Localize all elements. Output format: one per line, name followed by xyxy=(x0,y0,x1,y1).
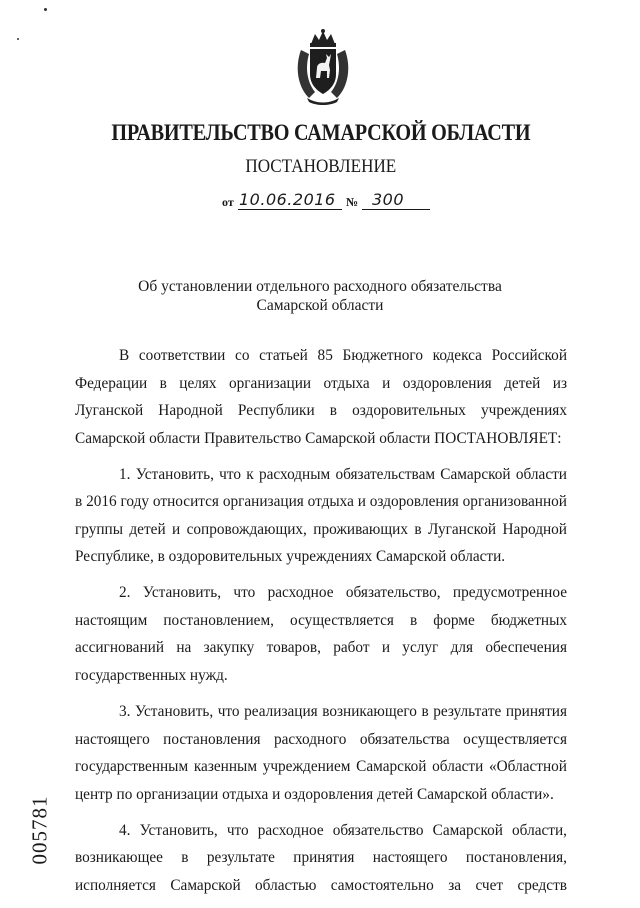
body-line: группы детей и сопровождающих, проживающих в Луганской Народной xyxy=(75,520,567,538)
body-line: 4. Установить, что расходное обязательство Самарской области, xyxy=(119,821,567,839)
stamp-number: 005781 xyxy=(27,795,52,865)
body-line: 3. Установить, что реализация возникающего в результате принятия xyxy=(119,703,567,721)
coat-of-arms-icon xyxy=(293,28,353,106)
body-line: настоящего постановления расходного обязательства осуществляется xyxy=(75,730,567,748)
organization-title: ПРАВИТЕЛЬСТВО САМАРСКОЙ ОБЛАСТИ xyxy=(111,120,531,146)
body-line: настоящим постановлением, осуществляется в форме бюджетных xyxy=(75,611,567,629)
body-line: В соответствии со статьей 85 Бюджетного кодекса Российской xyxy=(119,347,567,364)
paragraph-preamble xyxy=(75,342,567,452)
body-line: исполняется Самарской областью самостоятельно за счет средств xyxy=(75,876,567,894)
date-value: 10.06.2016 xyxy=(239,190,336,209)
number-underline xyxy=(362,209,430,210)
paragraph-item-2 xyxy=(75,579,567,689)
body-line: Республике, в оздоровительных учреждениях Самарской области. xyxy=(75,548,506,566)
scan-speck xyxy=(17,38,19,40)
paragraph-item-1 xyxy=(75,461,567,571)
document-subject xyxy=(100,277,540,315)
body-line: возникающее в результате принятия настоящего постановления, xyxy=(75,849,567,867)
body-line: государственных нужд. xyxy=(75,666,228,684)
registration-stamp xyxy=(22,780,58,880)
subject-line: Самарской области xyxy=(256,297,384,314)
document-type: ПОСТАНОВЛЕНИЕ xyxy=(245,156,397,177)
body-line: Самарской области Правительство Самарской области ПОСТАНОВЛЯЕТ: xyxy=(75,429,562,447)
body-line: в 2016 году относится организация отдыха и оздоровления организованной xyxy=(75,493,567,511)
number-value: 300 xyxy=(372,190,405,209)
subject-line: Об установлении отдельного расходного обязательства xyxy=(138,278,502,295)
body-line: 2. Установить, что расходное обязательство, предусмотренное xyxy=(119,584,567,602)
date-number-line xyxy=(222,190,442,214)
body-line: Федерации в целях организации отдыха и оздоровления детей из xyxy=(75,374,567,392)
date-underline xyxy=(238,209,342,210)
scan-speck xyxy=(44,8,47,11)
number-prefix: № xyxy=(346,195,359,209)
body-line: ассигнований на закупку товаров, работ и услуг для обеспечения xyxy=(75,639,567,657)
body-line: центр по организации отдыха и оздоровления детей Самарской области». xyxy=(75,785,554,803)
body-line: 1. Установить, что к расходным обязательствам Самарской области xyxy=(119,465,567,483)
date-prefix: от xyxy=(222,195,234,209)
paragraph-item-4 xyxy=(75,817,567,900)
paragraph-item-3 xyxy=(75,698,567,808)
body-line: Луганской Народной Республики в оздоровительных учреждениях xyxy=(75,402,567,419)
document-body xyxy=(75,342,567,908)
body-line: государственным казенным учреждением Самарской области «Областной xyxy=(75,758,567,776)
